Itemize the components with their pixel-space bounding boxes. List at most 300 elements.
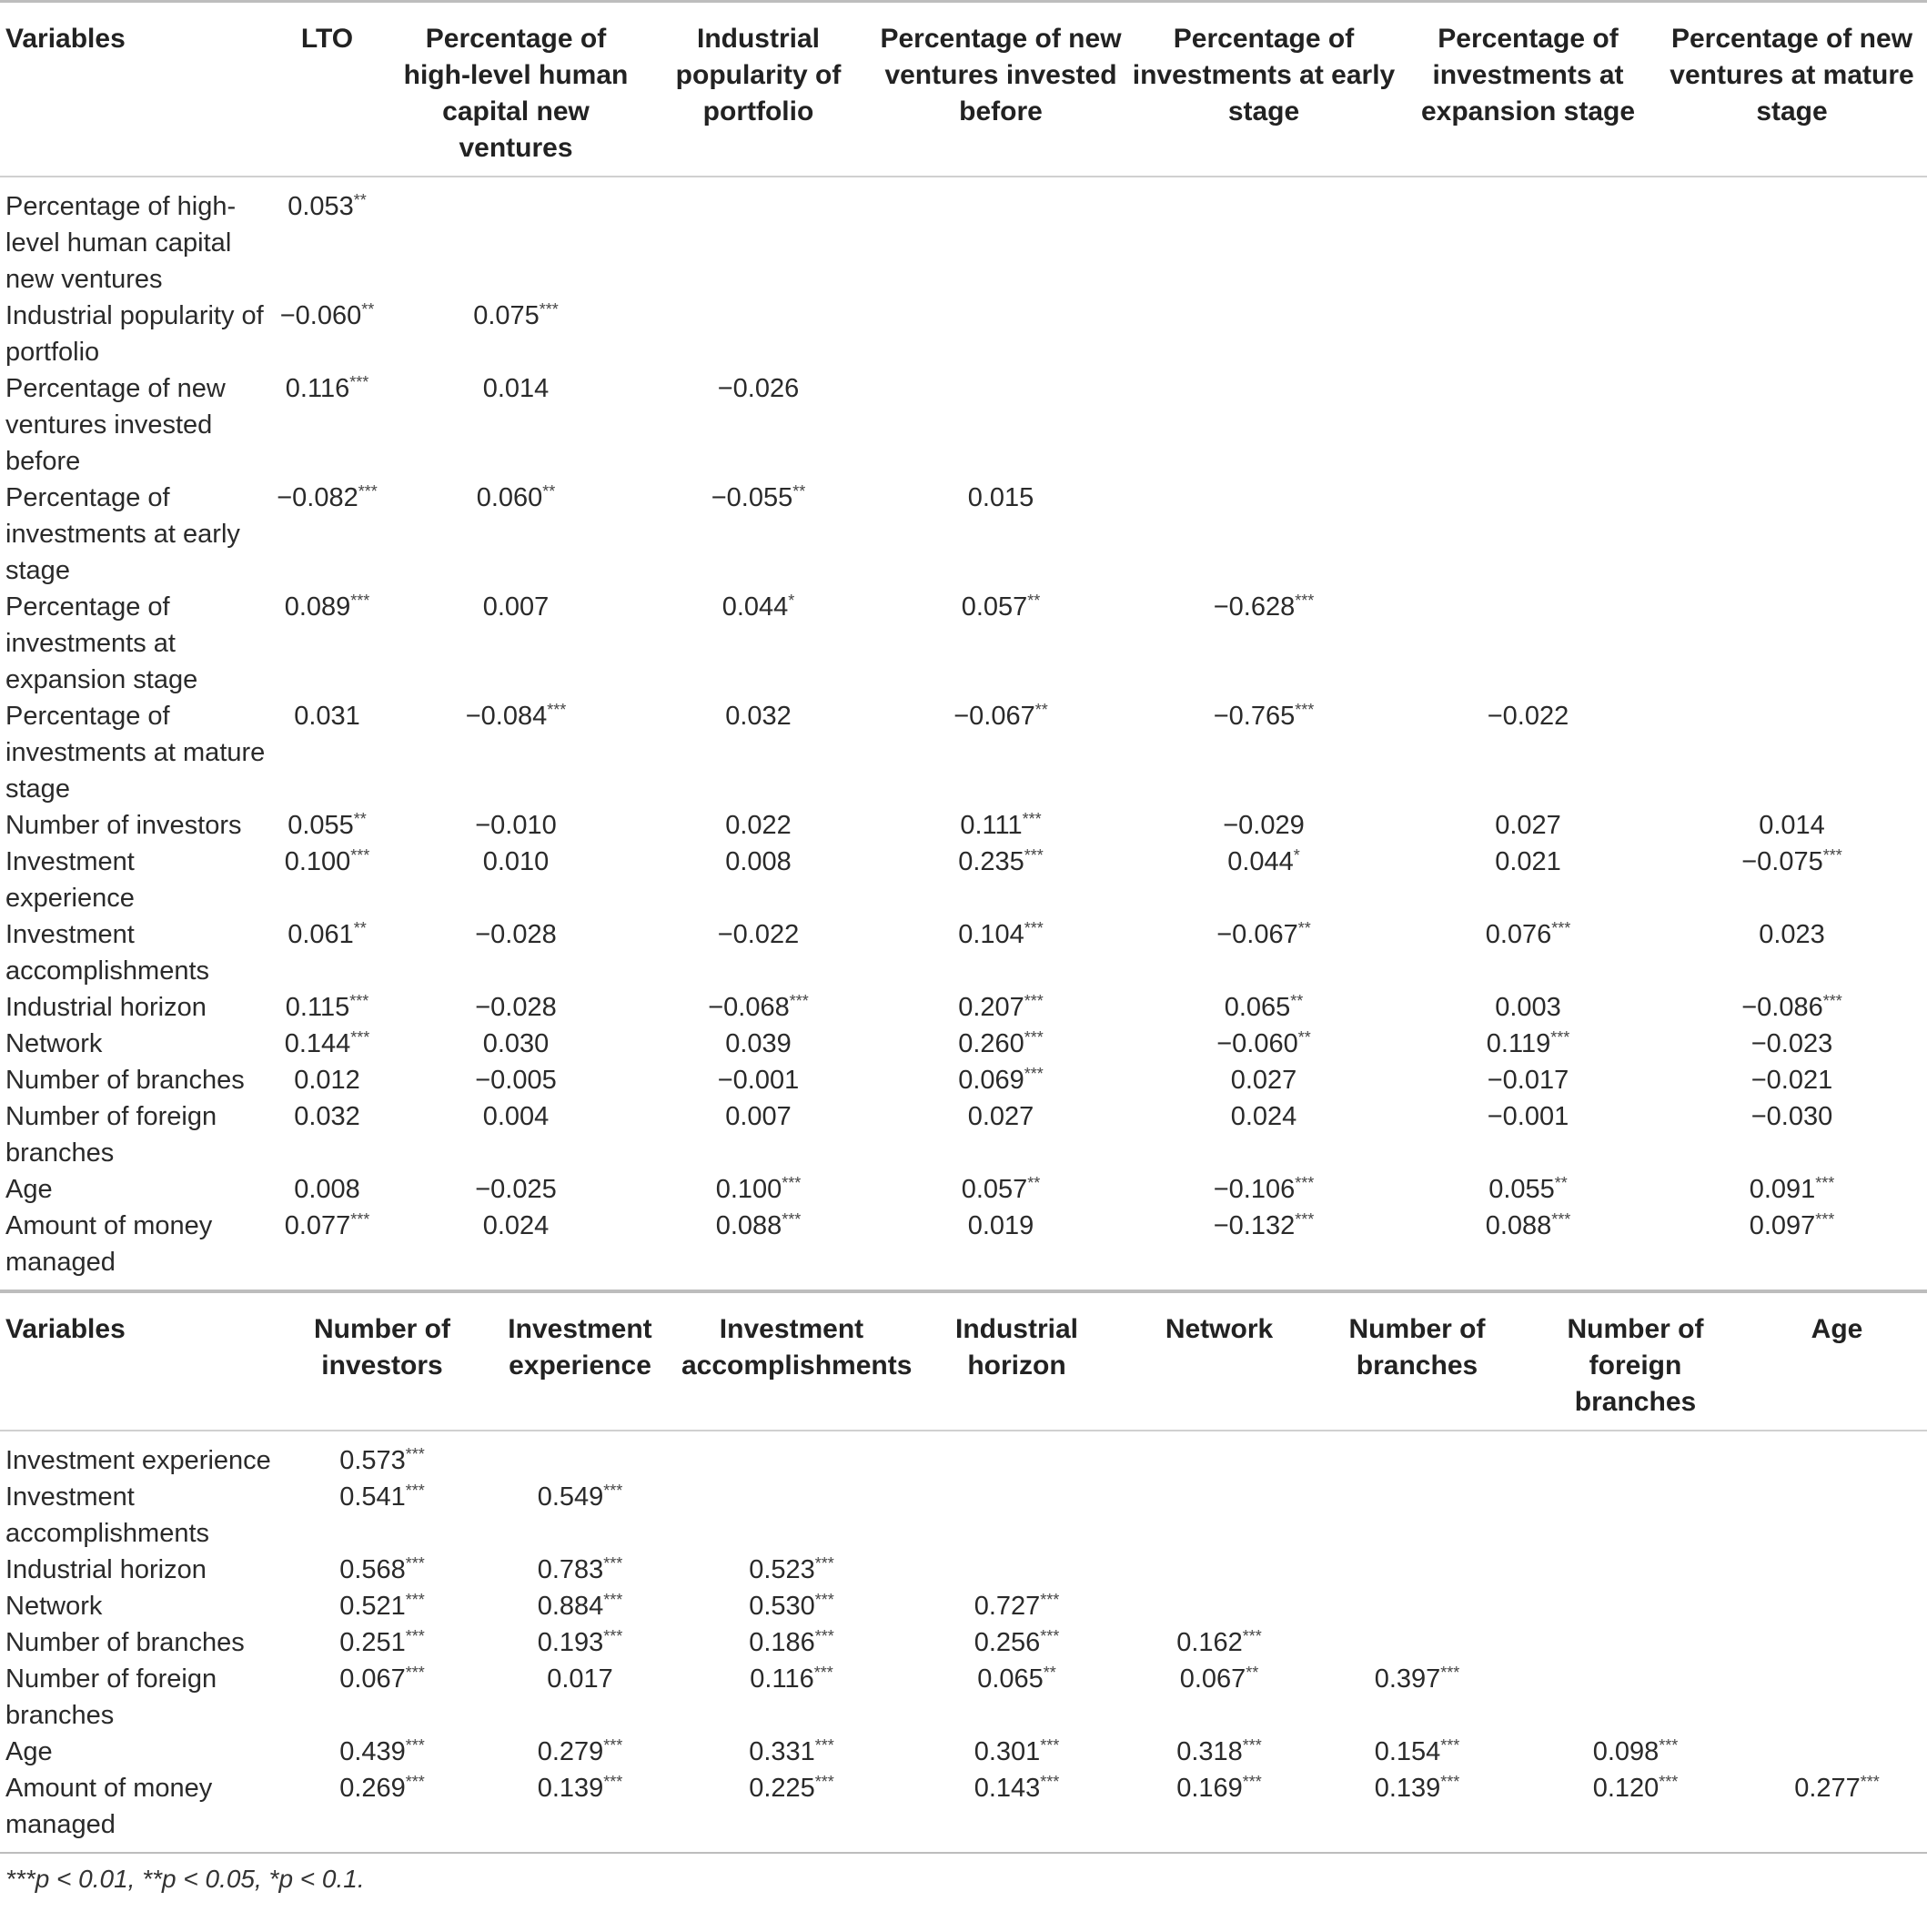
correlation-cell: 0.549*** bbox=[537, 1482, 623, 1512]
correlation-cell: 0.279*** bbox=[537, 1736, 623, 1766]
correlation-cell: 0.008 bbox=[294, 1175, 360, 1204]
correlation-cell: −0.028 bbox=[475, 920, 557, 949]
column-header: Percentage of new ventures at mature stage bbox=[1670, 24, 1914, 126]
table-row bbox=[0, 807, 1927, 844]
correlation-cell bbox=[1657, 298, 1927, 370]
significance-stars: *** bbox=[350, 1028, 370, 1047]
correlation-cell bbox=[1657, 177, 1927, 298]
correlation-cell: 0.022 bbox=[725, 811, 792, 840]
correlation-cell bbox=[678, 1479, 905, 1552]
correlation-cell: 0.573*** bbox=[339, 1445, 425, 1475]
correlation-cell: −0.001 bbox=[1487, 1102, 1569, 1131]
table-row bbox=[0, 1208, 1927, 1290]
row-label: Network bbox=[5, 1592, 103, 1621]
table-row bbox=[0, 1171, 1927, 1208]
correlation-cell: 0.003 bbox=[1495, 993, 1561, 1022]
correlation-cell: 0.065** bbox=[1224, 992, 1304, 1022]
correlation-cell bbox=[1524, 1479, 1747, 1552]
correlation-cell: 0.530*** bbox=[749, 1591, 834, 1621]
significance-stars: ** bbox=[1297, 1028, 1311, 1047]
correlation-cell bbox=[1399, 370, 1657, 480]
correlation-cell: 0.154*** bbox=[1374, 1736, 1460, 1766]
table-row bbox=[0, 589, 1927, 698]
table-1-body bbox=[0, 177, 1927, 1290]
column-header: Industrial popularity of portfolio bbox=[675, 24, 842, 126]
column-header: Network bbox=[1165, 1314, 1274, 1344]
significance-stars: *** bbox=[405, 1773, 425, 1791]
row-label: Number of branches bbox=[5, 1628, 245, 1657]
correlation-cell: −0.055** bbox=[711, 482, 806, 512]
row-label: Age bbox=[5, 1175, 53, 1204]
table-row bbox=[0, 1588, 1927, 1624]
row-label: Percentage of investments at expansion stage bbox=[5, 592, 198, 694]
correlation-cell: 0.067** bbox=[1179, 1664, 1259, 1694]
row-label: Network bbox=[5, 1029, 103, 1058]
correlation-cell: 0.139*** bbox=[537, 1773, 623, 1803]
significance-stars: *** bbox=[1040, 1627, 1060, 1645]
correlation-cell: −0.082*** bbox=[277, 482, 378, 512]
correlation-cell bbox=[905, 1552, 1128, 1588]
table-row bbox=[0, 1062, 1927, 1098]
correlation-cell: 0.523*** bbox=[749, 1554, 834, 1584]
significance-stars: *** bbox=[603, 1554, 623, 1573]
column-header: Percentage of high-level human capital new ventures bbox=[403, 24, 629, 163]
row-label: Percentage of investments at mature stage bbox=[5, 702, 266, 804]
correlation-cell: 0.251*** bbox=[339, 1627, 425, 1657]
correlation-cell: 0.039 bbox=[725, 1029, 792, 1058]
correlation-cell: 0.116*** bbox=[285, 373, 369, 403]
correlation-cell: 0.027 bbox=[967, 1102, 1034, 1131]
correlation-cell: 0.541*** bbox=[339, 1482, 425, 1512]
correlation-cell: 0.235*** bbox=[958, 846, 1044, 876]
correlation-table-2 bbox=[0, 1290, 1927, 1854]
correlation-cell bbox=[643, 298, 873, 370]
correlation-cell: 0.019 bbox=[967, 1211, 1034, 1240]
column-header: Number of branches bbox=[1348, 1314, 1486, 1381]
correlation-cell: 0.116*** bbox=[750, 1664, 833, 1694]
correlation-cell: 0.260*** bbox=[958, 1028, 1044, 1058]
correlation-cell bbox=[482, 1431, 678, 1479]
row-label: Investment experience bbox=[5, 1446, 271, 1475]
significance-stars: *** bbox=[350, 1210, 370, 1229]
correlation-cell: 0.277*** bbox=[1794, 1773, 1880, 1803]
correlation-cell: 0.061** bbox=[288, 919, 367, 949]
correlation-cell bbox=[1747, 1431, 1927, 1479]
significance-stars: *** bbox=[1659, 1736, 1679, 1755]
significance-stars: ** bbox=[1043, 1664, 1056, 1682]
row-label: Number of foreign branches bbox=[5, 1664, 217, 1730]
significance-stars: *** bbox=[1024, 1028, 1044, 1047]
significance-stars: * bbox=[1293, 846, 1300, 865]
correlation-cell: 0.057** bbox=[961, 1174, 1041, 1204]
correlation-cell bbox=[1399, 177, 1657, 298]
correlation-cell: 0.098*** bbox=[1592, 1736, 1679, 1766]
row-label: Number of foreign branches bbox=[5, 1102, 217, 1168]
column-header: LTO bbox=[300, 24, 354, 54]
correlation-cell: 0.014 bbox=[482, 374, 550, 403]
correlation-cell: 0.100*** bbox=[284, 846, 370, 876]
correlation-cell: −0.060** bbox=[279, 300, 375, 330]
correlation-cell bbox=[1128, 1431, 1310, 1479]
correlation-cell bbox=[1524, 1552, 1747, 1588]
significance-stars: *** bbox=[782, 1210, 802, 1229]
significance-stars: *** bbox=[405, 1664, 425, 1682]
correlation-cell: −0.001 bbox=[717, 1066, 800, 1095]
significance-stars: *** bbox=[814, 1554, 834, 1573]
correlation-cell: 0.115*** bbox=[285, 992, 369, 1022]
correlation-cell: −0.068*** bbox=[708, 992, 809, 1022]
correlation-cell bbox=[1128, 370, 1399, 480]
significance-stars: ** bbox=[1027, 592, 1041, 610]
significance-stars: *** bbox=[405, 1591, 425, 1609]
significance-stars: ** bbox=[1034, 701, 1048, 719]
significance-stars: *** bbox=[350, 846, 370, 865]
significance-stars: *** bbox=[603, 1627, 623, 1645]
correlation-cell: 0.067*** bbox=[339, 1664, 425, 1694]
correlation-cell: −0.005 bbox=[475, 1066, 557, 1095]
correlation-cell bbox=[1747, 1734, 1927, 1770]
correlation-cell: −0.026 bbox=[717, 374, 800, 403]
correlation-cell: 0.884*** bbox=[537, 1591, 623, 1621]
correlation-cell: 0.053** bbox=[288, 191, 367, 221]
correlation-cell bbox=[1399, 298, 1657, 370]
correlation-cell: 0.027 bbox=[1230, 1066, 1297, 1095]
correlation-cell: 0.055** bbox=[288, 810, 367, 840]
correlation-cell: −0.017 bbox=[1487, 1066, 1569, 1095]
row-label: Amount of money managed bbox=[5, 1211, 213, 1277]
correlation-cell bbox=[1657, 698, 1927, 807]
significance-stars: ** bbox=[542, 482, 556, 501]
correlation-cell: 0.143*** bbox=[974, 1773, 1060, 1803]
table-row bbox=[0, 177, 1927, 298]
correlation-cell bbox=[1310, 1588, 1524, 1624]
significance-stars: *** bbox=[1822, 992, 1842, 1010]
significance-stars: *** bbox=[813, 1664, 833, 1682]
correlation-cell: 0.568*** bbox=[339, 1554, 425, 1584]
correlation-cell: −0.028 bbox=[475, 993, 557, 1022]
correlation-cell bbox=[1310, 1624, 1524, 1661]
correlation-cell: 0.783*** bbox=[537, 1554, 623, 1584]
significance-stars: *** bbox=[1040, 1773, 1060, 1791]
correlation-cell bbox=[1747, 1479, 1927, 1552]
correlation-cell: −0.025 bbox=[475, 1175, 557, 1204]
correlation-cell: 0.012 bbox=[294, 1066, 360, 1095]
correlation-cell: −0.067** bbox=[953, 701, 1048, 731]
table-row bbox=[0, 1479, 1927, 1552]
correlation-cell: 0.075*** bbox=[473, 300, 559, 330]
table-1-header-row bbox=[0, 2, 1927, 177]
significance-stars: ** bbox=[353, 919, 367, 937]
column-header: Age bbox=[1811, 1314, 1863, 1344]
correlation-cell bbox=[905, 1479, 1128, 1552]
table-2-header-row bbox=[0, 1291, 1927, 1431]
table-row bbox=[0, 1734, 1927, 1770]
correlation-cell: −0.022 bbox=[717, 920, 800, 949]
table-row bbox=[0, 480, 1927, 589]
significance-stars: *** bbox=[603, 1591, 623, 1609]
significance-stars: *** bbox=[1295, 701, 1315, 719]
column-header: Percentage of investments at expansion stage bbox=[1420, 24, 1636, 126]
correlation-cell: 0.256*** bbox=[974, 1627, 1060, 1657]
correlation-cell: 0.097*** bbox=[1749, 1210, 1835, 1240]
correlation-cell: 0.044* bbox=[721, 592, 795, 622]
row-label: Industrial popularity of portfolio bbox=[5, 301, 264, 367]
correlation-cell bbox=[873, 370, 1128, 480]
significance-stars: *** bbox=[1551, 919, 1571, 937]
correlation-cell: 0.023 bbox=[1759, 920, 1825, 949]
correlation-cell: −0.067** bbox=[1216, 919, 1311, 949]
correlation-cell: 0.439*** bbox=[339, 1736, 425, 1766]
row-label: Percentage of investments at early stage bbox=[5, 483, 240, 585]
correlation-cell: −0.022 bbox=[1487, 702, 1569, 731]
significance-stars: *** bbox=[1815, 1174, 1835, 1192]
row-label: Industrial horizon bbox=[5, 993, 207, 1022]
significance-stars: *** bbox=[1440, 1664, 1460, 1682]
table-row bbox=[0, 370, 1927, 480]
correlation-cell: 0.004 bbox=[482, 1102, 550, 1131]
correlation-cell bbox=[873, 298, 1128, 370]
table-row bbox=[0, 1431, 1927, 1479]
column-header: Number of foreign branches bbox=[1567, 1314, 1704, 1417]
significance-stars: *** bbox=[1860, 1773, 1880, 1791]
significance-stars: *** bbox=[789, 992, 809, 1010]
correlation-cell: 0.027 bbox=[1495, 811, 1561, 840]
column-header: Number of investors bbox=[314, 1314, 450, 1381]
table-row bbox=[0, 1026, 1927, 1062]
correlation-cell: 0.044* bbox=[1227, 846, 1300, 876]
significance-stars: *** bbox=[814, 1773, 834, 1791]
correlation-cell bbox=[1128, 1479, 1310, 1552]
correlation-cell: 0.017 bbox=[547, 1664, 613, 1694]
correlation-cell bbox=[1747, 1552, 1927, 1588]
table-row bbox=[0, 1098, 1927, 1171]
correlation-cell: 0.144*** bbox=[284, 1028, 370, 1058]
significance-stars: ** bbox=[1290, 992, 1304, 1010]
correlation-cell: 0.162*** bbox=[1176, 1627, 1262, 1657]
row-label: Investment accomplishments bbox=[5, 920, 210, 986]
correlation-cell: 0.088*** bbox=[715, 1210, 802, 1240]
significance-stars: *** bbox=[1551, 1210, 1571, 1229]
correlation-cell: 0.269*** bbox=[339, 1773, 425, 1803]
significance-stars: ** bbox=[1297, 919, 1311, 937]
table-2-body bbox=[0, 1431, 1927, 1853]
correlation-cell: 0.069*** bbox=[958, 1065, 1044, 1095]
correlation-cell bbox=[1524, 1624, 1747, 1661]
significance-stars: ** bbox=[361, 300, 375, 319]
table-row bbox=[0, 916, 1927, 989]
correlation-cell: 0.111*** bbox=[960, 810, 1042, 840]
correlation-cell: 0.100*** bbox=[715, 1174, 802, 1204]
correlation-cell bbox=[873, 177, 1128, 298]
significance-stars: *** bbox=[547, 701, 567, 719]
significance-stars: *** bbox=[1440, 1736, 1460, 1755]
correlation-cell: 0.032 bbox=[725, 702, 792, 731]
correlation-cell bbox=[1399, 589, 1657, 698]
column-header: Percentage of investments at early stage bbox=[1132, 24, 1396, 126]
correlation-cell: 0.193*** bbox=[537, 1627, 623, 1657]
correlation-cell: 0.057** bbox=[961, 592, 1041, 622]
correlation-cell bbox=[1310, 1431, 1524, 1479]
significance-stars: *** bbox=[1242, 1736, 1262, 1755]
correlation-cell: −0.106*** bbox=[1213, 1174, 1315, 1204]
correlation-cell: 0.024 bbox=[482, 1211, 550, 1240]
significance-stars: *** bbox=[358, 482, 378, 501]
correlation-cell: 0.021 bbox=[1495, 847, 1561, 876]
correlation-cell: 0.014 bbox=[1759, 811, 1825, 840]
correlation-cell bbox=[678, 1431, 905, 1479]
row-label: Number of investors bbox=[5, 811, 242, 840]
correlation-cell bbox=[1657, 370, 1927, 480]
correlation-cell: 0.010 bbox=[482, 847, 550, 876]
correlation-cell: 0.727*** bbox=[974, 1591, 1060, 1621]
correlation-cell bbox=[388, 177, 643, 298]
correlation-cell: −0.010 bbox=[475, 811, 557, 840]
correlation-cell bbox=[1747, 1661, 1927, 1734]
significance-stars: * bbox=[788, 592, 795, 610]
correlation-cell: 0.091*** bbox=[1749, 1174, 1835, 1204]
significance-stars: ** bbox=[1554, 1174, 1568, 1192]
correlation-cell bbox=[1128, 298, 1399, 370]
significance-stars: *** bbox=[405, 1627, 425, 1645]
significance-stars: *** bbox=[1822, 846, 1842, 865]
correlation-cell: 0.089*** bbox=[284, 592, 370, 622]
correlation-cell bbox=[1128, 177, 1399, 298]
row-label: Percentage of high-level human capital new ventures bbox=[5, 192, 237, 294]
significance-stars: *** bbox=[349, 373, 369, 391]
significance-stars: *** bbox=[1022, 810, 1042, 828]
significance-stars: *** bbox=[1040, 1736, 1060, 1755]
correlation-cell bbox=[1747, 1624, 1927, 1661]
correlation-cell: 0.225*** bbox=[749, 1773, 834, 1803]
correlation-cell: −0.132*** bbox=[1213, 1210, 1315, 1240]
table-row bbox=[0, 1770, 1927, 1853]
correlation-cell: 0.521*** bbox=[339, 1591, 425, 1621]
table-row bbox=[0, 298, 1927, 370]
row-label: Investment experience bbox=[5, 847, 135, 913]
significance-stars: *** bbox=[603, 1736, 623, 1755]
significance-stars: *** bbox=[1295, 1174, 1315, 1192]
table-row bbox=[0, 698, 1927, 807]
correlation-cell bbox=[1747, 1588, 1927, 1624]
correlation-cell bbox=[1524, 1661, 1747, 1734]
correlation-cell bbox=[905, 1431, 1128, 1479]
significance-stars: *** bbox=[782, 1174, 802, 1192]
table-row bbox=[0, 1552, 1927, 1588]
correlation-cell bbox=[1310, 1552, 1524, 1588]
table-row bbox=[0, 1624, 1927, 1661]
correlation-cell: 0.007 bbox=[725, 1102, 792, 1131]
significance-stars: *** bbox=[1242, 1773, 1262, 1791]
significance-stars: *** bbox=[405, 1554, 425, 1573]
correlation-cell: 0.015 bbox=[967, 483, 1034, 512]
significance-stars: *** bbox=[1242, 1627, 1262, 1645]
column-header: Investment accomplishments bbox=[681, 1314, 913, 1381]
significance-stars: *** bbox=[1440, 1773, 1460, 1791]
correlation-cell: 0.024 bbox=[1230, 1102, 1297, 1131]
row-label: Age bbox=[5, 1737, 53, 1766]
significance-stars: ** bbox=[1027, 1174, 1041, 1192]
correlation-cell: 0.007 bbox=[482, 592, 550, 622]
correlation-cell: −0.084*** bbox=[465, 701, 567, 731]
correlation-cell: 0.076*** bbox=[1485, 919, 1571, 949]
correlation-cell: 0.104*** bbox=[958, 919, 1044, 949]
significance-stars: ** bbox=[1246, 1664, 1259, 1682]
row-label: Investment accomplishments bbox=[5, 1482, 210, 1548]
correlation-cell: 0.065** bbox=[977, 1664, 1056, 1694]
correlation-cell: 0.120*** bbox=[1592, 1773, 1679, 1803]
significance-stars: *** bbox=[1550, 1028, 1570, 1047]
correlation-cell: 0.055** bbox=[1488, 1174, 1568, 1204]
correlation-cell: 0.301*** bbox=[974, 1736, 1060, 1766]
correlation-cell: 0.032 bbox=[294, 1102, 360, 1131]
column-header: Variables bbox=[5, 24, 126, 54]
correlation-cell: −0.086*** bbox=[1741, 992, 1842, 1022]
significance-stars: *** bbox=[349, 992, 369, 1010]
correlation-cell bbox=[1657, 589, 1927, 698]
significance-stars: *** bbox=[405, 1482, 425, 1500]
significance-stars: *** bbox=[1295, 1210, 1315, 1229]
significance-stars: *** bbox=[814, 1627, 834, 1645]
correlation-cell: 0.088*** bbox=[1485, 1210, 1571, 1240]
correlation-cell: 0.331*** bbox=[749, 1736, 834, 1766]
significance-stars: *** bbox=[1659, 1773, 1679, 1791]
correlation-cell: 0.397*** bbox=[1374, 1664, 1460, 1694]
correlation-cell: −0.765*** bbox=[1213, 701, 1315, 731]
correlation-cell: 0.008 bbox=[725, 847, 792, 876]
correlation-cell bbox=[1524, 1431, 1747, 1479]
significance-stars: *** bbox=[1040, 1591, 1060, 1609]
row-label: Industrial horizon bbox=[5, 1555, 207, 1584]
correlation-cell bbox=[1524, 1588, 1747, 1624]
correlation-cell: 0.139*** bbox=[1374, 1773, 1460, 1803]
significance-stars: *** bbox=[405, 1445, 425, 1463]
significance-stars: *** bbox=[603, 1482, 623, 1500]
correlation-cell bbox=[1310, 1479, 1524, 1552]
correlation-cell: 0.060** bbox=[476, 482, 556, 512]
correlation-cell bbox=[1128, 1588, 1310, 1624]
table-row bbox=[0, 844, 1927, 916]
significance-stars: ** bbox=[353, 191, 367, 209]
column-header: Variables bbox=[5, 1314, 126, 1344]
correlation-cell bbox=[1399, 480, 1657, 589]
correlation-cell: 0.030 bbox=[482, 1029, 550, 1058]
significance-stars: *** bbox=[603, 1773, 623, 1791]
correlation-cell: 0.119*** bbox=[1486, 1028, 1570, 1058]
correlation-cell: 0.077*** bbox=[284, 1210, 370, 1240]
significance-stars: *** bbox=[1295, 592, 1315, 610]
correlation-cell: −0.021 bbox=[1750, 1066, 1833, 1095]
significance-stars: *** bbox=[814, 1736, 834, 1755]
table-row bbox=[0, 989, 1927, 1026]
correlation-cell: −0.628*** bbox=[1213, 592, 1315, 622]
significance-footnote: ***p < 0.01, **p < 0.05, *p < 0.1. bbox=[5, 1865, 365, 1893]
row-label: Number of branches bbox=[5, 1066, 245, 1095]
correlation-cell bbox=[1657, 480, 1927, 589]
significance-stars: *** bbox=[1024, 1065, 1044, 1083]
correlation-cell: 0.186*** bbox=[749, 1627, 834, 1657]
correlation-cell: −0.075*** bbox=[1741, 846, 1842, 876]
correlation-cell: 0.318*** bbox=[1176, 1736, 1262, 1766]
correlation-cell bbox=[1128, 480, 1399, 589]
significance-stars: *** bbox=[1024, 992, 1044, 1010]
correlation-cell: −0.060** bbox=[1216, 1028, 1311, 1058]
correlation-cell: 0.207*** bbox=[958, 992, 1044, 1022]
row-label: Percentage of new ventures invested before bbox=[5, 374, 226, 476]
correlation-cell: 0.031 bbox=[294, 702, 360, 731]
row-label: Amount of money managed bbox=[5, 1774, 213, 1839]
correlation-cell: −0.023 bbox=[1750, 1029, 1833, 1058]
significance-stars: ** bbox=[792, 482, 806, 501]
